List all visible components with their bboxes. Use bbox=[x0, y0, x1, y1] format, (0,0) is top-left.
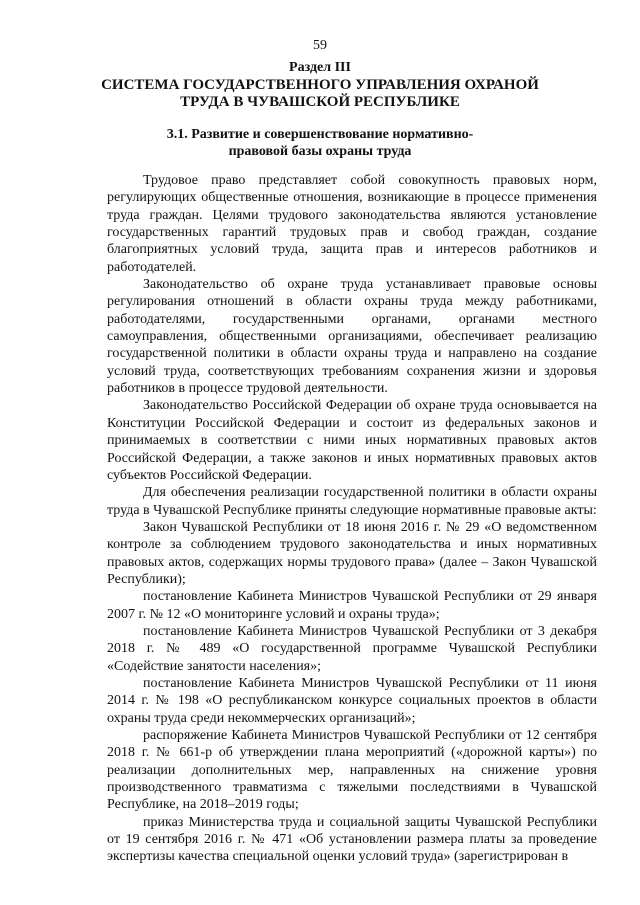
paragraph: Законодательство об охране труда устанавливает правовые основы регулирования отношений в области охраны труда между работниками, работодателями, государственными органами, органами местного самоуправления, общественными организациями, обеспечивает реализацию государственной политики в области охраны труда и направлено на создание условий труда, соответствующих требованиям сохранения жизни и здоровья работников в процессе трудовой деятельности. bbox=[107, 277, 597, 397]
paragraph: постановление Кабинета Министров Чувашской Республики от 3 декабря 2018 г. № 489 «О государственной программе Чувашской Республики «Содействие занятости населения»; bbox=[107, 623, 597, 674]
paragraph: Законодательство Российской Федерации об охране труда основывается на Конституции Российской Федерации и состоит из федеральных законов и принимаемых в соответствии с ними иных нормативных правовых актов Российской Федерации, а также законов и иных нормативных правовых актов субъектов Российской Федерации. bbox=[107, 398, 597, 483]
paragraph: Закон Чувашской Республики от 18 июня 2016 г. № 29 «О ведомственном контроле за соблюдением трудового законодательства и иных нормативных правовых актов, содержащих нормы трудового права» (далее – Закон Чувашской Республики); bbox=[107, 519, 597, 587]
paragraph: приказ Министерства труда и социальной защиты Чувашской Республики от 19 сентября 2016 г. № 471 «Об установлении размера платы за проведение экспертизы качества специальной оценки условий труда» (зарегистрирован в bbox=[107, 814, 597, 865]
paragraph: постановление Кабинета Министров Чувашской Республики от 11 июня 2014 г. № 198 «О республиканском конкурсе социальных проектов в области охраны труда среди некоммерческих организаций»; bbox=[107, 675, 597, 726]
paragraph: постановление Кабинета Министров Чувашской Республики от 29 января 2007 г. № 12 «О мониторинге условий и охраны труда»; bbox=[107, 589, 597, 622]
subsection-title: 3.1. Развитие и совершенствование нормативно-правовой базы охраны труда bbox=[166, 127, 474, 159]
section-label: Раздел III bbox=[289, 60, 351, 75]
paragraph: распоряжение Кабинета Министров Чувашской Республики от 12 сентября 2018 г. № 661-р об утверждении плана мероприятий («дорожной карты») по реализации дополнительных мер, направленных на снижение уровня производственного травматизма с тяжелыми последствиями в Чувашской Республике, на 2018–2019 годы; bbox=[107, 728, 597, 813]
paragraph: Для обеспечения реализации государственной политики в области охраны труда в Чувашской Республике приняты следующие нормативные правовые акты: bbox=[107, 485, 597, 518]
section-title: СИСТЕМА ГОСУДАРСТВЕННОГО УПРАВЛЕНИЯ ОХРАНОЙ ТРУДА В ЧУВАШСКОЙ РЕСПУБЛИКЕ bbox=[101, 77, 539, 110]
paragraph: Трудовое право представляет собой совокупность правовых норм, регулирующих общественные отношения, возникающие в процессе применения труда граждан. Целями трудового законодательства являются установление государственных гарантий трудовых прав и свобод граждан, создание благоприятных условий труда, защита прав и интересов работников и работодателей. bbox=[107, 173, 597, 275]
body-text bbox=[107, 172, 597, 866]
page-number: 59 bbox=[313, 38, 327, 53]
